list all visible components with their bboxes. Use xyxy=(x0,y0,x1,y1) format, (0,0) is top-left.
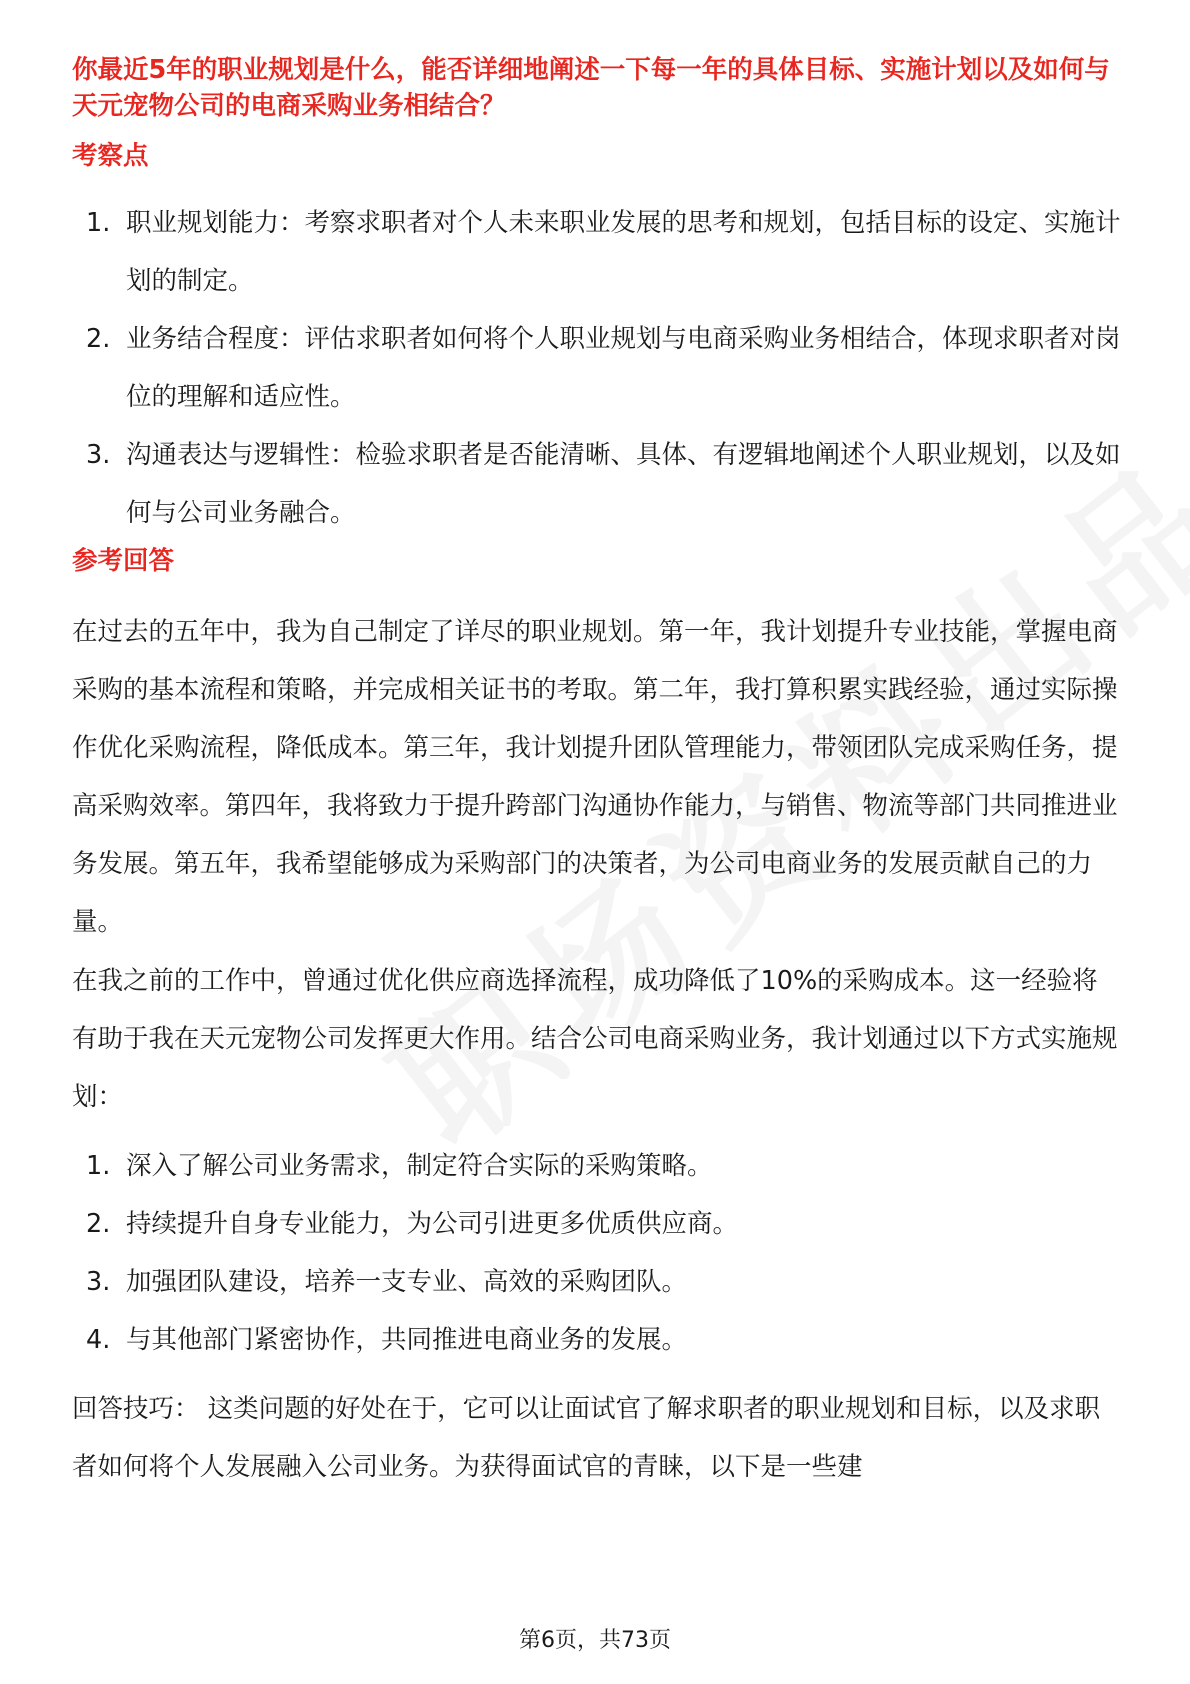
list-item-text: 与其他部门紧密协作，共同推进电商业务的发展。 xyxy=(126,1325,688,1355)
list-item xyxy=(72,310,1122,426)
list-item-number: 4. xyxy=(86,1325,111,1355)
tips-paragraph: 回答技巧： 这类问题的好处在于，它可以让面试官了解求职者的职业规划和目标，以及求职者如何将个人发展融入公司业务。为获得面试官的青睐，以下是一些建 xyxy=(72,1394,1101,1482)
list-item-number: 1. xyxy=(86,208,111,238)
list-item-text: 深入了解公司业务需求，制定符合实际的采购策略。 xyxy=(126,1151,713,1181)
plan-items-list xyxy=(72,1137,1122,1369)
list-item-text: 职业规划能力：考察求职者对个人未来职业发展的思考和规划，包括目标的设定、实施计划的制定。 xyxy=(126,208,1121,296)
section-heading-answer: 参考回答 xyxy=(72,546,175,576)
question-heading: 你最近5年的职业规划是什么，能否详细地阐述一下每一年的具体目标、实施计划以及如何与天元宠物公司的电商采购业务相结合？ xyxy=(72,55,1110,121)
page-number: 第6页，共73页 xyxy=(519,1628,671,1653)
list-item-number: 1. xyxy=(86,1151,111,1181)
list-item-text: 沟通表达与逻辑性：检验求职者是否能清晰、具体、有逻辑地阐述个人职业规划，以及如何与公司业务融合。 xyxy=(126,440,1121,528)
list-item xyxy=(72,1137,1122,1195)
list-item xyxy=(72,194,1122,310)
list-item-number: 3. xyxy=(86,1267,111,1297)
list-item xyxy=(72,1253,1122,1311)
list-item-text: 持续提升自身专业能力，为公司引进更多优质供应商。 xyxy=(126,1209,739,1239)
list-item-text: 业务结合程度：评估求职者如何将个人职业规划与电商采购业务相结合，体现求职者对岗位的理解和适应性。 xyxy=(126,324,1121,412)
answer-paragraph: 在过去的五年中，我为自己制定了详尽的职业规划。第一年，我计划提升专业技能，掌握电商采购的基本流程和策略，并完成相关证书的考取。第二年，我打算积累实践经验，通过实际操作优化采购流程，降低成本。第三年，我计划提升团队管理能力，带领团队完成采购任务，提高采购效率。第四年，我将致力于提升跨部门沟通协作能力，与销售、物流等部门共同推进业务发展。第五年，我希望能够成为采购部门的决策者，为公司电商业务的发展贡献自己的力量。 xyxy=(72,617,1118,937)
answer-paragraph: 在我之前的工作中，曾通过优化供应商选择流程，成功降低了10%的采购成本。这一经验将有助于我在天元宠物公司发挥更大作用。结合公司电商采购业务，我计划通过以下方式实施规划： xyxy=(72,966,1118,1112)
list-item xyxy=(72,426,1122,542)
list-item-number: 3. xyxy=(86,440,111,470)
list-item xyxy=(72,1195,1122,1253)
examine-points-list xyxy=(72,194,1122,542)
list-item xyxy=(72,1311,1122,1369)
list-item-text: 加强团队建设，培养一支专业、高效的采购团队。 xyxy=(126,1267,688,1297)
section-heading-examine: 考察点 xyxy=(72,141,149,171)
list-item-number: 2. xyxy=(86,324,111,354)
list-item-number: 2. xyxy=(86,1209,111,1239)
